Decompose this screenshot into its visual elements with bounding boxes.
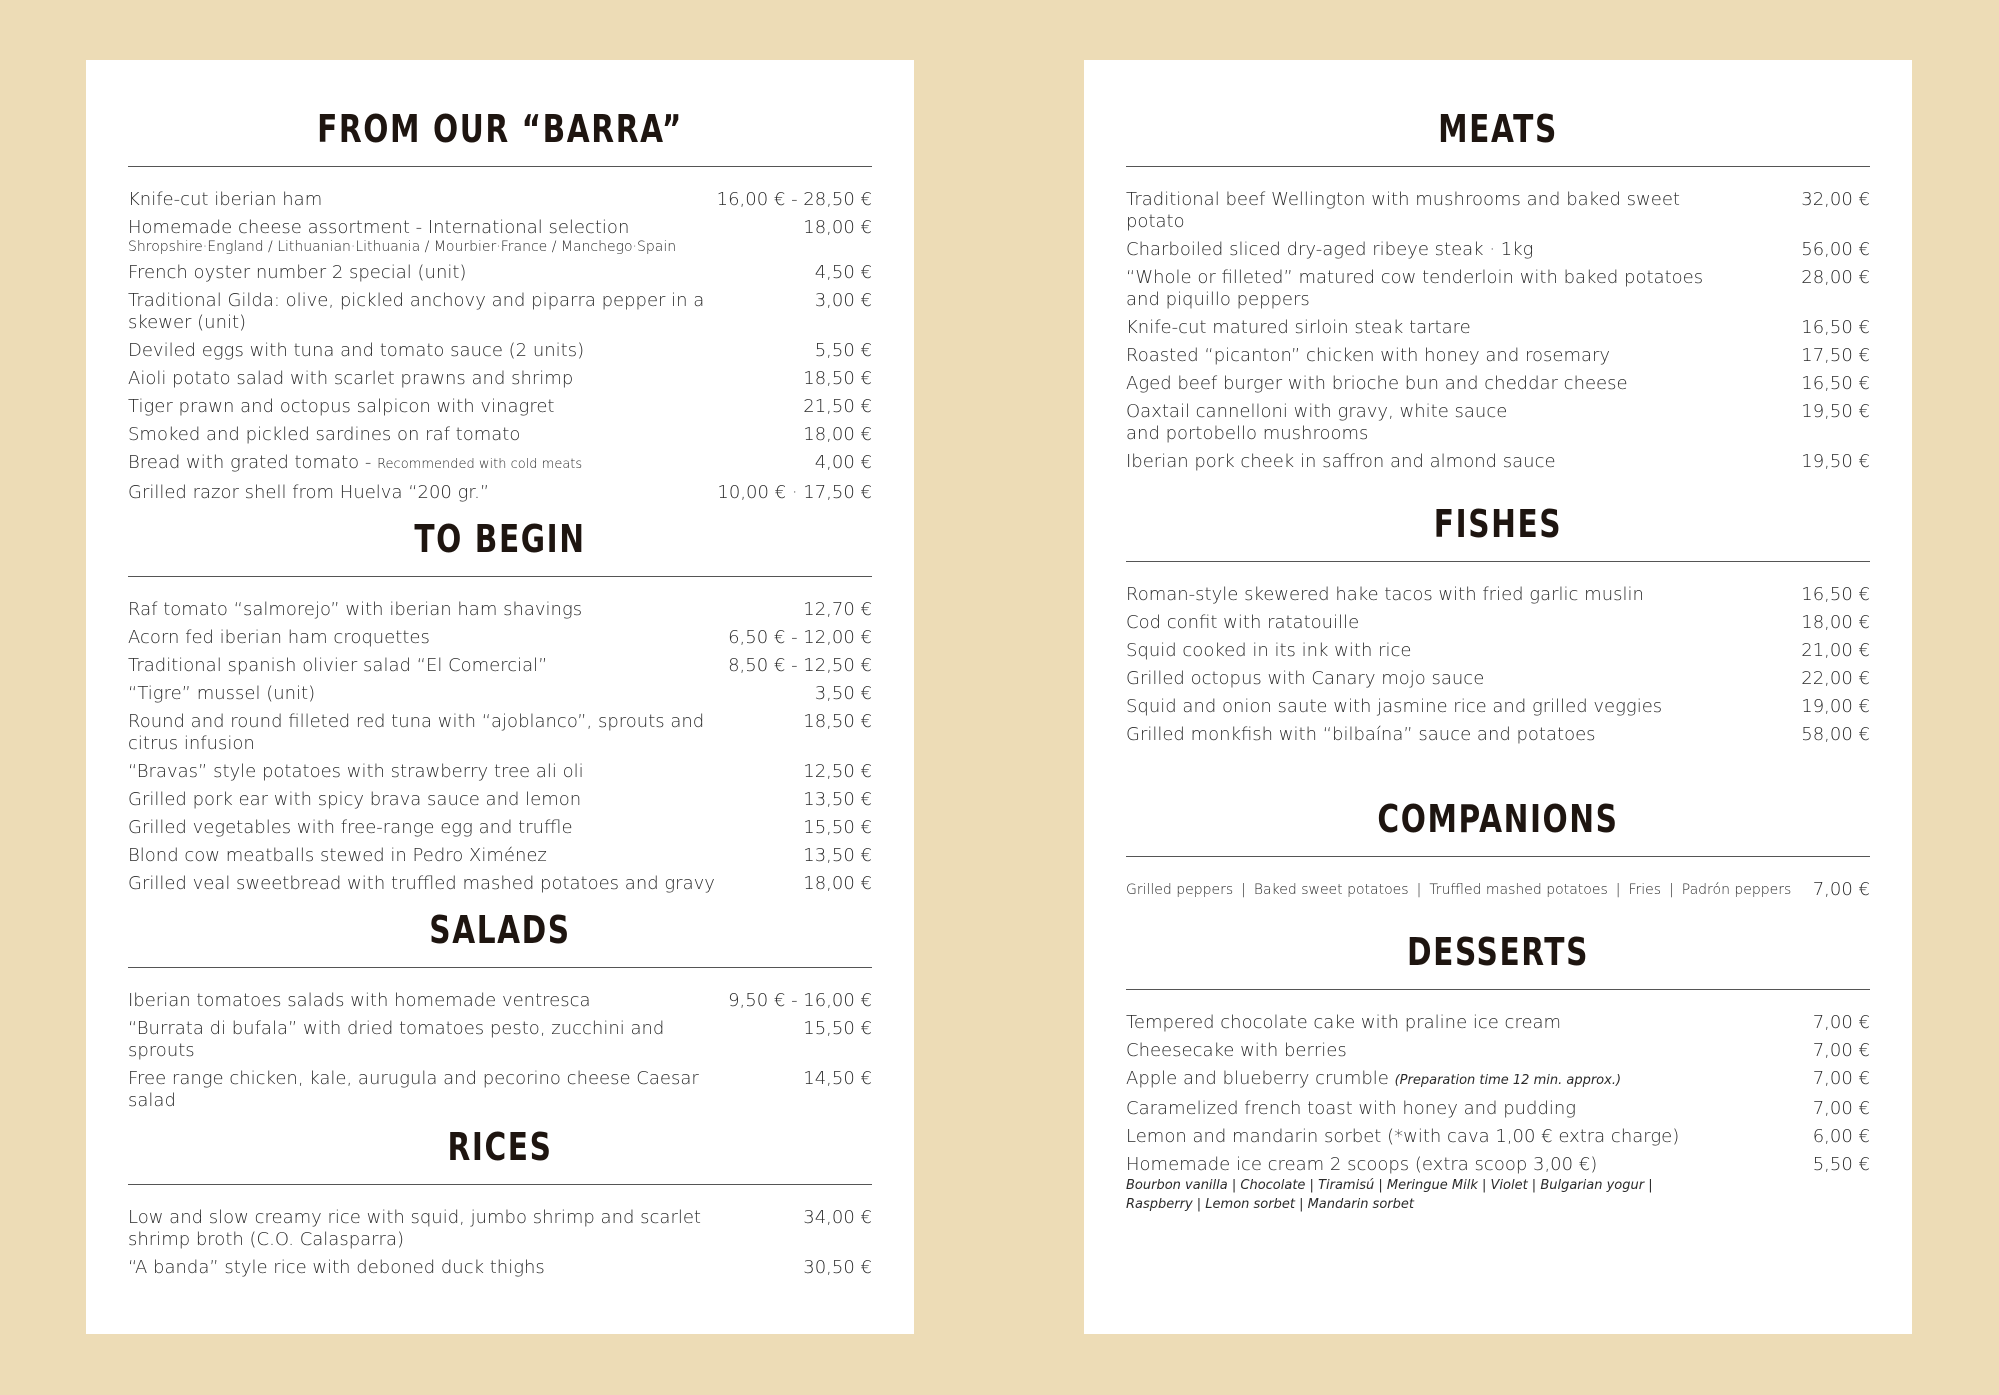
item-name: “A banda” style rice with deboned duck thighs — [128, 1257, 545, 1278]
item-name: Grilled pork ear with spicy brava sauce and lemon — [128, 789, 582, 810]
item-name: Lemon and mandarin sorbet (*with cava 1,00 € extra charge) — [1126, 1126, 1680, 1147]
divider — [128, 166, 872, 167]
menu-item — [1126, 317, 1870, 339]
item-price: 7,00 € — [1812, 1012, 1870, 1033]
menu-item — [1126, 724, 1870, 746]
menu-item — [1126, 1126, 1870, 1148]
menu-item — [128, 599, 872, 621]
section-title: DESSERTS — [1406, 930, 1590, 974]
menu-item — [1126, 1098, 1870, 1120]
menu-item — [1126, 640, 1870, 662]
item-note: Recommended with cold meats — [377, 457, 583, 472]
item-subtext: Shropshire·England / Lithuanian·Lithuania / Mourbier·France / Manchego·Spain — [128, 239, 677, 255]
item-price: 28,00 € — [1801, 267, 1870, 288]
menu-item — [128, 1068, 872, 1112]
item-name: “Tigre” mussel (unit) — [128, 683, 316, 704]
item-price: 16,50 € — [1801, 584, 1870, 605]
item-name: “Whole or filleted” matured cow tenderloin with baked potatoes and piquillo peppers — [1126, 267, 1704, 310]
item-price: 18,00 € — [803, 424, 872, 445]
item-price: 3,50 € — [814, 683, 872, 704]
item-name: “Burrata di bufala” with dried tomatoes pesto, zucchini and sprouts — [128, 1018, 665, 1061]
item-name: Caramelized french toast with honey and pudding — [1126, 1098, 1577, 1119]
item-price: 7,00 € — [1812, 1068, 1870, 1089]
item-price: 34,00 € — [803, 1207, 872, 1228]
menu-item — [128, 761, 872, 783]
menu-item — [1126, 612, 1870, 634]
item-name: Round and round filleted red tuna with “ajoblanco”, sprouts and citrus infusion — [128, 711, 705, 754]
item-name: Grilled monkfish with “bilbaína” sauce and potatoes — [1126, 724, 1596, 745]
menu-item — [128, 655, 872, 677]
item-price: 7,00 € — [1812, 1098, 1870, 1119]
item-name: “Bravas” style potatoes with strawberry tree ali oli — [128, 761, 584, 782]
menu-item — [1126, 1068, 1870, 1092]
menu-item — [128, 873, 872, 895]
menu-item — [128, 189, 872, 211]
item-price: 30,50 € — [803, 1257, 872, 1278]
item-price: 16,50 € — [1801, 317, 1870, 338]
menu-page-right — [1084, 60, 1912, 1334]
menu-item — [128, 990, 872, 1012]
divider — [1126, 856, 1870, 857]
section-to-begin — [128, 517, 872, 895]
section-meats — [1126, 107, 1870, 473]
menu-item — [128, 711, 872, 755]
menu-item — [128, 482, 872, 504]
item-price: 7,00 € — [1812, 1040, 1870, 1061]
menu-item — [1126, 584, 1870, 606]
item-price: 15,50 € — [803, 1018, 872, 1039]
item-name: Roasted “picanton” chicken with honey and rosemary — [1126, 345, 1611, 366]
menu-item — [128, 789, 872, 811]
divider — [128, 967, 872, 968]
item-note: (Preparation time 12 min. approx.) — [1394, 1073, 1622, 1088]
item-name: Raf tomato “salmorejo” with iberian ham shavings — [128, 599, 583, 620]
menu-item — [128, 817, 872, 839]
item-name: Aioli potato salad with scarlet prawns and shrimp — [128, 368, 574, 389]
item-name: Knife-cut iberian ham — [128, 189, 323, 210]
item-name: Grilled vegetables with free-range egg and truffle — [128, 817, 573, 838]
menu-item — [128, 683, 872, 705]
section-companions — [1126, 797, 1870, 901]
item-price: 13,50 € — [803, 845, 872, 866]
menu-page-left — [86, 60, 914, 1334]
menu-item — [1126, 668, 1870, 690]
divider — [1126, 166, 1870, 167]
item-name: Cheesecake with berries — [1126, 1040, 1347, 1061]
item-name: Deviled eggs with tuna and tomato sauce (2 units) — [128, 340, 585, 361]
menu-item — [128, 627, 872, 649]
menu-item — [128, 452, 872, 476]
item-price: 9,50 € - 16,00 € — [728, 990, 872, 1011]
item-price: 13,50 € — [803, 789, 872, 810]
menu-item — [1126, 401, 1870, 445]
item-name: Tiger prawn and octopus salpicon with vinagret — [128, 396, 555, 417]
item-price: 12,70 € — [803, 599, 872, 620]
item-price: 14,50 € — [803, 1068, 872, 1089]
item-name: Roman-style skewered hake tacos with fried garlic muslin — [1126, 584, 1644, 605]
item-name: Squid and onion saute with jasmine rice and grilled veggies — [1126, 696, 1663, 717]
section-salads — [128, 908, 872, 1112]
item-name: Iberian pork cheek in saffron and almond sauce — [1126, 451, 1556, 472]
item-price: 6,50 € - 12,00 € — [728, 627, 872, 648]
item-name: Squid cooked in its ink with rice — [1126, 640, 1412, 661]
divider — [1126, 989, 1870, 990]
item-price: 18,00 € — [1801, 612, 1870, 633]
item-price: 19,00 € — [1801, 696, 1870, 717]
section-title: RICES — [447, 1125, 553, 1169]
item-name: Apple and blueberry crumble (Preparation time 12 min. approx.) — [1126, 1068, 1622, 1089]
item-price: 32,00 € — [1801, 189, 1870, 210]
menu-item — [128, 290, 872, 334]
section-barra — [128, 107, 872, 504]
item-name: Free range chicken, kale, aurugula and pecorino cheese Caesar salad — [128, 1068, 699, 1111]
menu-item — [1126, 1154, 1870, 1214]
companions-row — [1126, 879, 1870, 901]
item-name: Bread with grated tomato - Recommended with cold meats — [128, 452, 583, 473]
divider — [128, 576, 872, 577]
menu-item — [128, 424, 872, 446]
item-price: 6,00 € — [1812, 1126, 1870, 1147]
item-price: 17,50 € — [1801, 345, 1870, 366]
item-name: Smoked and pickled sardines on raf tomato — [128, 424, 521, 445]
companions-list: Grilled peppers | Baked sweet potatoes | Truffled mashed potatoes | Fries | Padrón peppers — [1126, 882, 1792, 898]
menu-item — [1126, 1040, 1870, 1062]
item-price: 3,00 € — [814, 290, 872, 311]
menu-item — [128, 845, 872, 867]
item-name: French oyster number 2 special (unit) — [128, 262, 467, 283]
item-price: 18,50 € — [803, 368, 872, 389]
item-price: 7,00 € — [1812, 879, 1870, 900]
menu-item — [128, 1257, 872, 1279]
menu-item — [1126, 373, 1870, 395]
item-price: 18,50 € — [803, 711, 872, 732]
menu-item — [1126, 451, 1870, 473]
item-price: 4,00 € — [814, 452, 872, 473]
section-desserts — [1126, 930, 1870, 1214]
item-name: Traditional spanish olivier salad “El Comercial” — [128, 655, 548, 676]
item-price: 16,50 € — [1801, 373, 1870, 394]
item-name: Acorn fed iberian ham croquettes — [128, 627, 430, 648]
menu-item — [128, 217, 872, 256]
menu-item — [1126, 696, 1870, 718]
item-price: 21,00 € — [1801, 640, 1870, 661]
section-title: FISHES — [1433, 502, 1563, 546]
item-price: 15,50 € — [803, 817, 872, 838]
menu-item — [128, 396, 872, 418]
menu-item — [1126, 189, 1870, 233]
item-price: 58,00 € — [1801, 724, 1870, 745]
item-price: 4,50 € — [814, 262, 872, 283]
item-name: Traditional beef Wellington with mushrooms and baked sweet potato — [1126, 189, 1680, 232]
item-name: Iberian tomatoes salads with homemade ventresca — [128, 990, 591, 1011]
item-price: 18,00 € — [803, 873, 872, 894]
item-price: 21,50 € — [803, 396, 872, 417]
section-title: TO BEGIN — [414, 517, 586, 561]
item-name: Blond cow meatballs stewed in Pedro Ximénez — [128, 845, 547, 866]
section-title: SALADS — [429, 908, 571, 952]
item-price: 56,00 € — [1801, 239, 1870, 260]
item-name: Low and slow creamy rice with squid, jumbo shrimp and scarlet shrimp broth (C.O. Calasparra) — [128, 1207, 701, 1250]
item-name: Knife-cut matured sirloin steak tartare — [1126, 317, 1471, 338]
item-price: 12,50 € — [803, 761, 872, 782]
ice-cream-flavors: Bourbon vanilla | Chocolate | Tiramisú | Meringue Milk | Violet | Bulgarian yogur | Raspberry | Lemon sorbet | Mandarin sorbet — [1126, 1178, 1653, 1212]
menu-item — [128, 1018, 872, 1062]
item-name: Cod confit with ratatouille — [1126, 612, 1360, 633]
item-name: Charboiled sliced dry-aged ribeye steak · 1kg — [1126, 239, 1534, 260]
item-price: 8,50 € - 12,50 € — [728, 655, 872, 676]
item-name: Grilled veal sweetbread with truffled mashed potatoes and gravy — [128, 873, 715, 894]
item-price: 19,50 € — [1801, 401, 1870, 422]
item-name: Homemade cheese assortment - International selection Shropshire·England / Lithuanian·Lithuania / Mourbier·France / Manchego·Spain — [128, 217, 677, 255]
item-name: Grilled razor shell from Huelva “200 gr.” — [128, 482, 490, 503]
item-price: 5,50 € — [1812, 1154, 1870, 1175]
item-name: Grilled octopus with Canary mojo sauce — [1126, 668, 1485, 689]
item-name: Tempered chocolate cake with praline ice cream — [1126, 1012, 1562, 1033]
item-price: 19,50 € — [1801, 451, 1870, 472]
menu-item — [1126, 239, 1870, 261]
section-title: MEATS — [1438, 107, 1558, 151]
item-name: Oaxtail cannelloni with gravy, white sauce and portobello mushrooms — [1126, 401, 1508, 444]
menu-item — [128, 340, 872, 362]
item-price: 22,00 € — [1801, 668, 1870, 689]
item-name: Traditional Gilda: olive, pickled anchovy and piparra pepper in a skewer (unit) — [128, 290, 705, 333]
divider — [128, 1184, 872, 1185]
menu-item — [128, 262, 872, 284]
menu-item — [1126, 345, 1870, 367]
section-title: FROM OUR “BARRA” — [317, 107, 683, 151]
item-price: 10,00 € · 17,50 € — [717, 482, 872, 503]
item-price: 5,50 € — [814, 340, 872, 361]
section-fishes — [1126, 502, 1870, 746]
item-price: 18,00 € — [803, 217, 872, 238]
item-name: Homemade ice cream 2 scoops (extra scoop 3,00 €) Bourbon vanilla | Chocolate | Tiramisú | Meringue Milk | Violet | Bulgarian yogur | Raspberry | Lemon sorbet | Mandarin sorbet — [1126, 1154, 1716, 1214]
menu-item — [128, 1207, 872, 1251]
item-name: Aged beef burger with brioche bun and cheddar cheese — [1126, 373, 1628, 394]
section-title: COMPANIONS — [1377, 797, 1619, 841]
divider — [1126, 561, 1870, 562]
item-price: 16,00 € - 28,50 € — [716, 189, 872, 210]
menu-item — [128, 368, 872, 390]
section-rices — [128, 1125, 872, 1279]
menu-item — [1126, 267, 1870, 311]
menu-item — [1126, 1012, 1870, 1034]
